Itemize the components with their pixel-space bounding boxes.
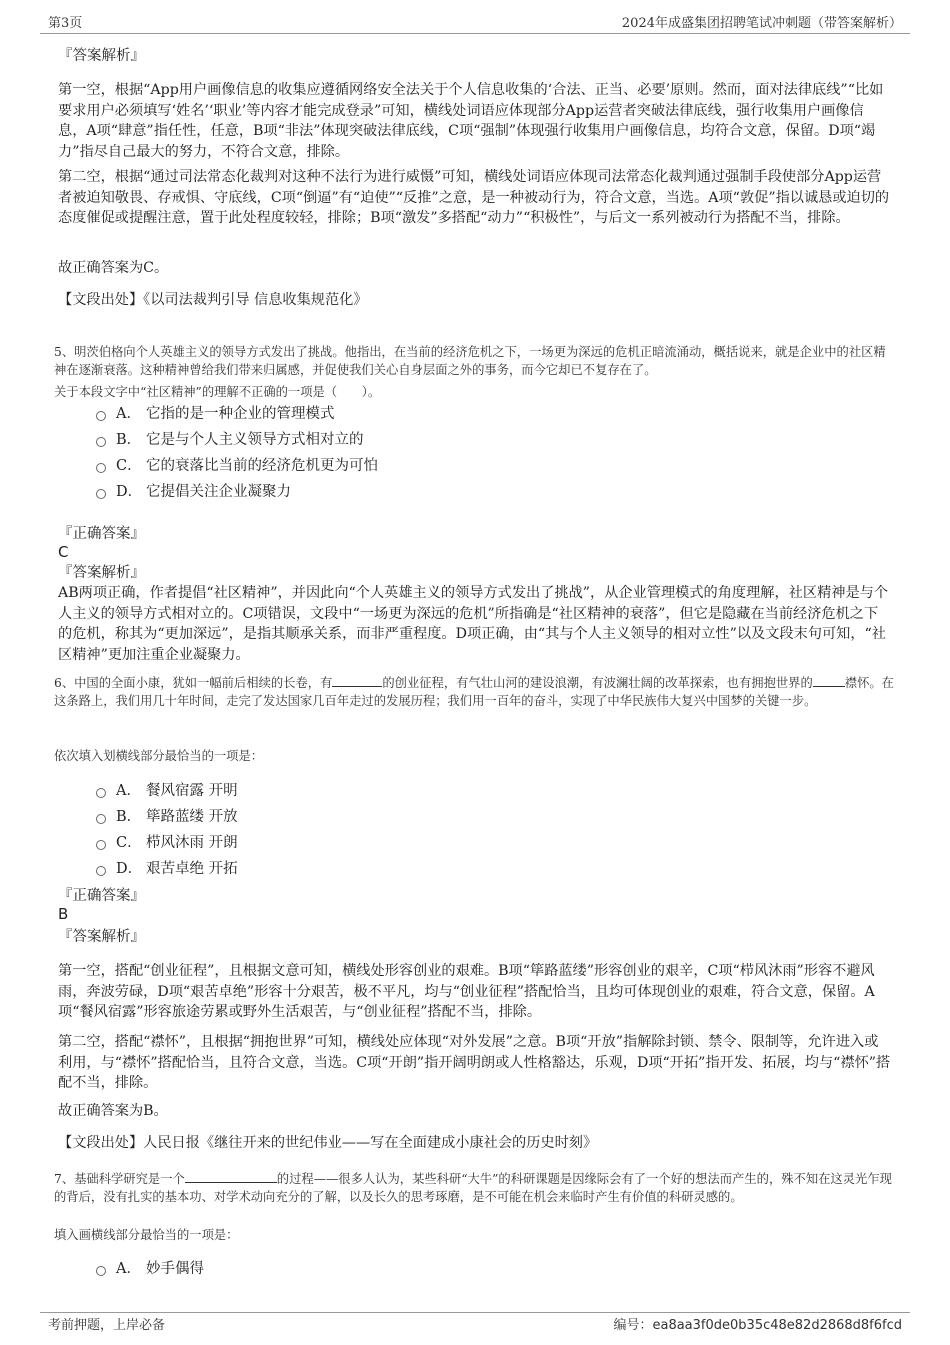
q5-option-b[interactable]: B． 它是与个人主义领导方式相对立的 (96, 430, 364, 450)
radio-icon[interactable] (96, 814, 106, 824)
radio-icon[interactable] (96, 866, 106, 876)
q5-answer-label: 『正确答案』 (58, 526, 145, 542)
footer-divider (40, 1312, 910, 1313)
q6-ask: 依次填入划横线部分最恰当的一项是： (54, 749, 264, 763)
radio-icon[interactable] (96, 840, 106, 850)
footer-slogan: 考前押题，上岸必备 (48, 1318, 166, 1333)
q6-option-d[interactable]: D． 艰苦卓绝 开拓 (96, 859, 238, 879)
page-header (0, 0, 950, 34)
q6-answer-label: 『正确答案』 (58, 888, 145, 904)
q5-answer: C (58, 543, 69, 561)
q6-source: 【文段出处】人民日报《继往开来的世纪伟业——写在全面建成小康社会的历史时刻》 (58, 1135, 598, 1151)
q6-option-b[interactable]: B． 筚路蓝缕 开放 (96, 807, 238, 827)
q4-analysis-para2: 第二空，根据“通过司法常态化裁判对这种不法行为进行威慑”可知，横线处词语应体现司法常态化裁判通过强制手段使部分App运营者被迫知敬畏、存戒惧、守底线，C项“倒逼”有“迫使”“反推”之意，是一种被动行为，符合文意，当选。A项“敦促”指以诚恳或迫切的态度催促或提醒注意，置于此处程度较轻，排除；B项“激发”多搭配“动力”“积极性”，与后文一系列被动行为搭配不当，排除。 (58, 169, 890, 226)
q5-option-d[interactable]: D． 它提倡关注企业凝聚力 (96, 482, 291, 502)
radio-icon[interactable] (96, 788, 106, 798)
radio-icon[interactable] (96, 437, 106, 447)
q6-option-c[interactable]: C． 栉风沐雨 开朗 (96, 833, 238, 853)
q5-analysis-label: 『答案解析』 (58, 565, 145, 581)
q6-analysis-label: 『答案解析』 (58, 929, 145, 945)
document-code: 编号：ea8aa3f0de0b35c48e82d2868d8f6fcd (613, 1318, 902, 1333)
q6-blank-2 (813, 674, 845, 687)
q5-analysis: AB两项正确，作者提倡“社区精神”，并因此向“个人英雄主义的领导方式发出了挑战”，从企业管理模式的角度理解，社区精神是与个人主义的领导方式相对立的。C项错误，文段中“一场更为深远的危机”所指确是“社区精神的衰落”，但它是隐藏在当前经济危机之下的危机，称其为“更加深远”，是指其顺承关系，而非严重程度。D项正确，由“其与个人主义领导的相对立性”以及文段末句可知，“社区精神”更加注重企业凝聚力。 (58, 585, 889, 663)
q4-conclusion: 故正确答案为C。 (58, 260, 169, 276)
radio-icon[interactable] (96, 489, 106, 499)
radio-icon[interactable] (96, 411, 106, 421)
q7-stem: 7、基础科学研究是一个 的过程——很多人认为，某些科研“大牛”的科研课题是因缘际会有了一个好的想法而产生的，殊不知在这灵光乍现的背后，没有扎实的基本功、对学术动向充分的了解，以及长久的思考琢磨，是不可能在机会来临时产生有价值的科研灵感的。 (54, 1172, 892, 1204)
header-divider (40, 33, 910, 34)
q7-ask: 填入画横线部分最恰当的一项是： (54, 1228, 239, 1242)
q5-option-c[interactable]: C． 它的衰落比当前的经济危机更为可怕 (96, 456, 378, 476)
q6-stem: 6、中国的全面小康，犹如一幅前后相续的长卷，有 的创业征程，有气壮山河的建设浪潮，有波澜壮阔的改革探索，也有拥抱世界的 襟怀。在这条路上，我们用几十年时间，走完了发达国家几百年走过的发展历程；我们用一百年的奋斗，实现了中华民族伟大复兴中国梦的关键一步。 (54, 676, 894, 708)
radio-icon[interactable] (96, 1266, 106, 1276)
q4-source: 【文段出处】《以司法裁判引导 信息收集规范化》 (58, 292, 368, 308)
q6-conclusion: 故正确答案为B。 (58, 1103, 168, 1119)
page-number: 第3页 (48, 16, 83, 31)
q6-analysis-para2: 第二空，搭配“襟怀”，且根据“拥抱世界”可知，横线处应体现“对外发展”之意。B项“开放”指解除封锁、禁令、限制等，允许进入或利用，与“襟怀”搭配恰当，且符合文意，当选。C项“开朗”指开阔明朗或人性格豁达，乐观，D项“开拓”指开发、拓展，均与“襟怀”搭配不当，排除。 (58, 1034, 891, 1091)
q6-option-a[interactable]: A． 餐风宿露 开明 (96, 781, 238, 801)
document-title: 2024年成盛集团招聘笔试冲刺题（带答案解析） (621, 16, 902, 31)
q6-answer: B (58, 905, 69, 923)
q7-option-a[interactable]: A． 妙手偶得 (96, 1259, 204, 1279)
q4-analysis-para1: 第一空，根据“App用户画像信息的收集应遵循网络安全法关于个人信息收集的‘合法、正当、必要’原则。然而，面对法律底线”“比如要求用户必须填写‘姓名’‘职业’等内容才能完成登录”可知，横线处词语应体现部分App运营者突破法律底线，强行收集用户画像信息，A项“肆意”指任性，任意，B项“非法”体现突破法律底线，C项“强制”体现强行收集用户画像信息，均符合文意，保留。D项“竭力”指尽自己最大的努力，不符合文意，排除。 (58, 82, 884, 160)
q5-option-a[interactable]: A． 它指的是一种企业的管理模式 (96, 404, 335, 424)
q6-analysis-para1: 第一空，搭配“创业征程”，且根据文意可知，横线处形容创业的艰难。B项“筚路蓝缕”形容创业的艰辛，C项“栉风沐雨”形容不避风雨，奔波劳碌，D项“艰苦卓绝”形容十分艰苦，极不平凡，均与“创业征程”搭配恰当，且均可体现创业的艰难，符合文意，保留。A项“餐风宿露”形容旅途劳累或野外生活艰苦，与“创业征程”搭配不当，排除。 (58, 963, 875, 1020)
q6-blank-1 (332, 674, 382, 687)
q7-blank (185, 1170, 277, 1183)
radio-icon[interactable] (96, 463, 106, 473)
q5-stem: 5、明茨伯格向个人英雄主义的领导方式发出了挑战。他指出，在当前的经济危机之下，一场更为深远的危机正暗流涌动，概括说来，就是企业中的社区精神在逐渐衰落。这种精神曾给我们带来归属感，并促使我们关心自身层面之外的事务，而今它却已不复存在了。 (54, 345, 886, 377)
q5-ask: 关于本段文字中“社区精神”的理解不正确的一项是（ ）。 (54, 385, 381, 399)
q4-analysis-label: 『答案解析』 (58, 48, 145, 64)
